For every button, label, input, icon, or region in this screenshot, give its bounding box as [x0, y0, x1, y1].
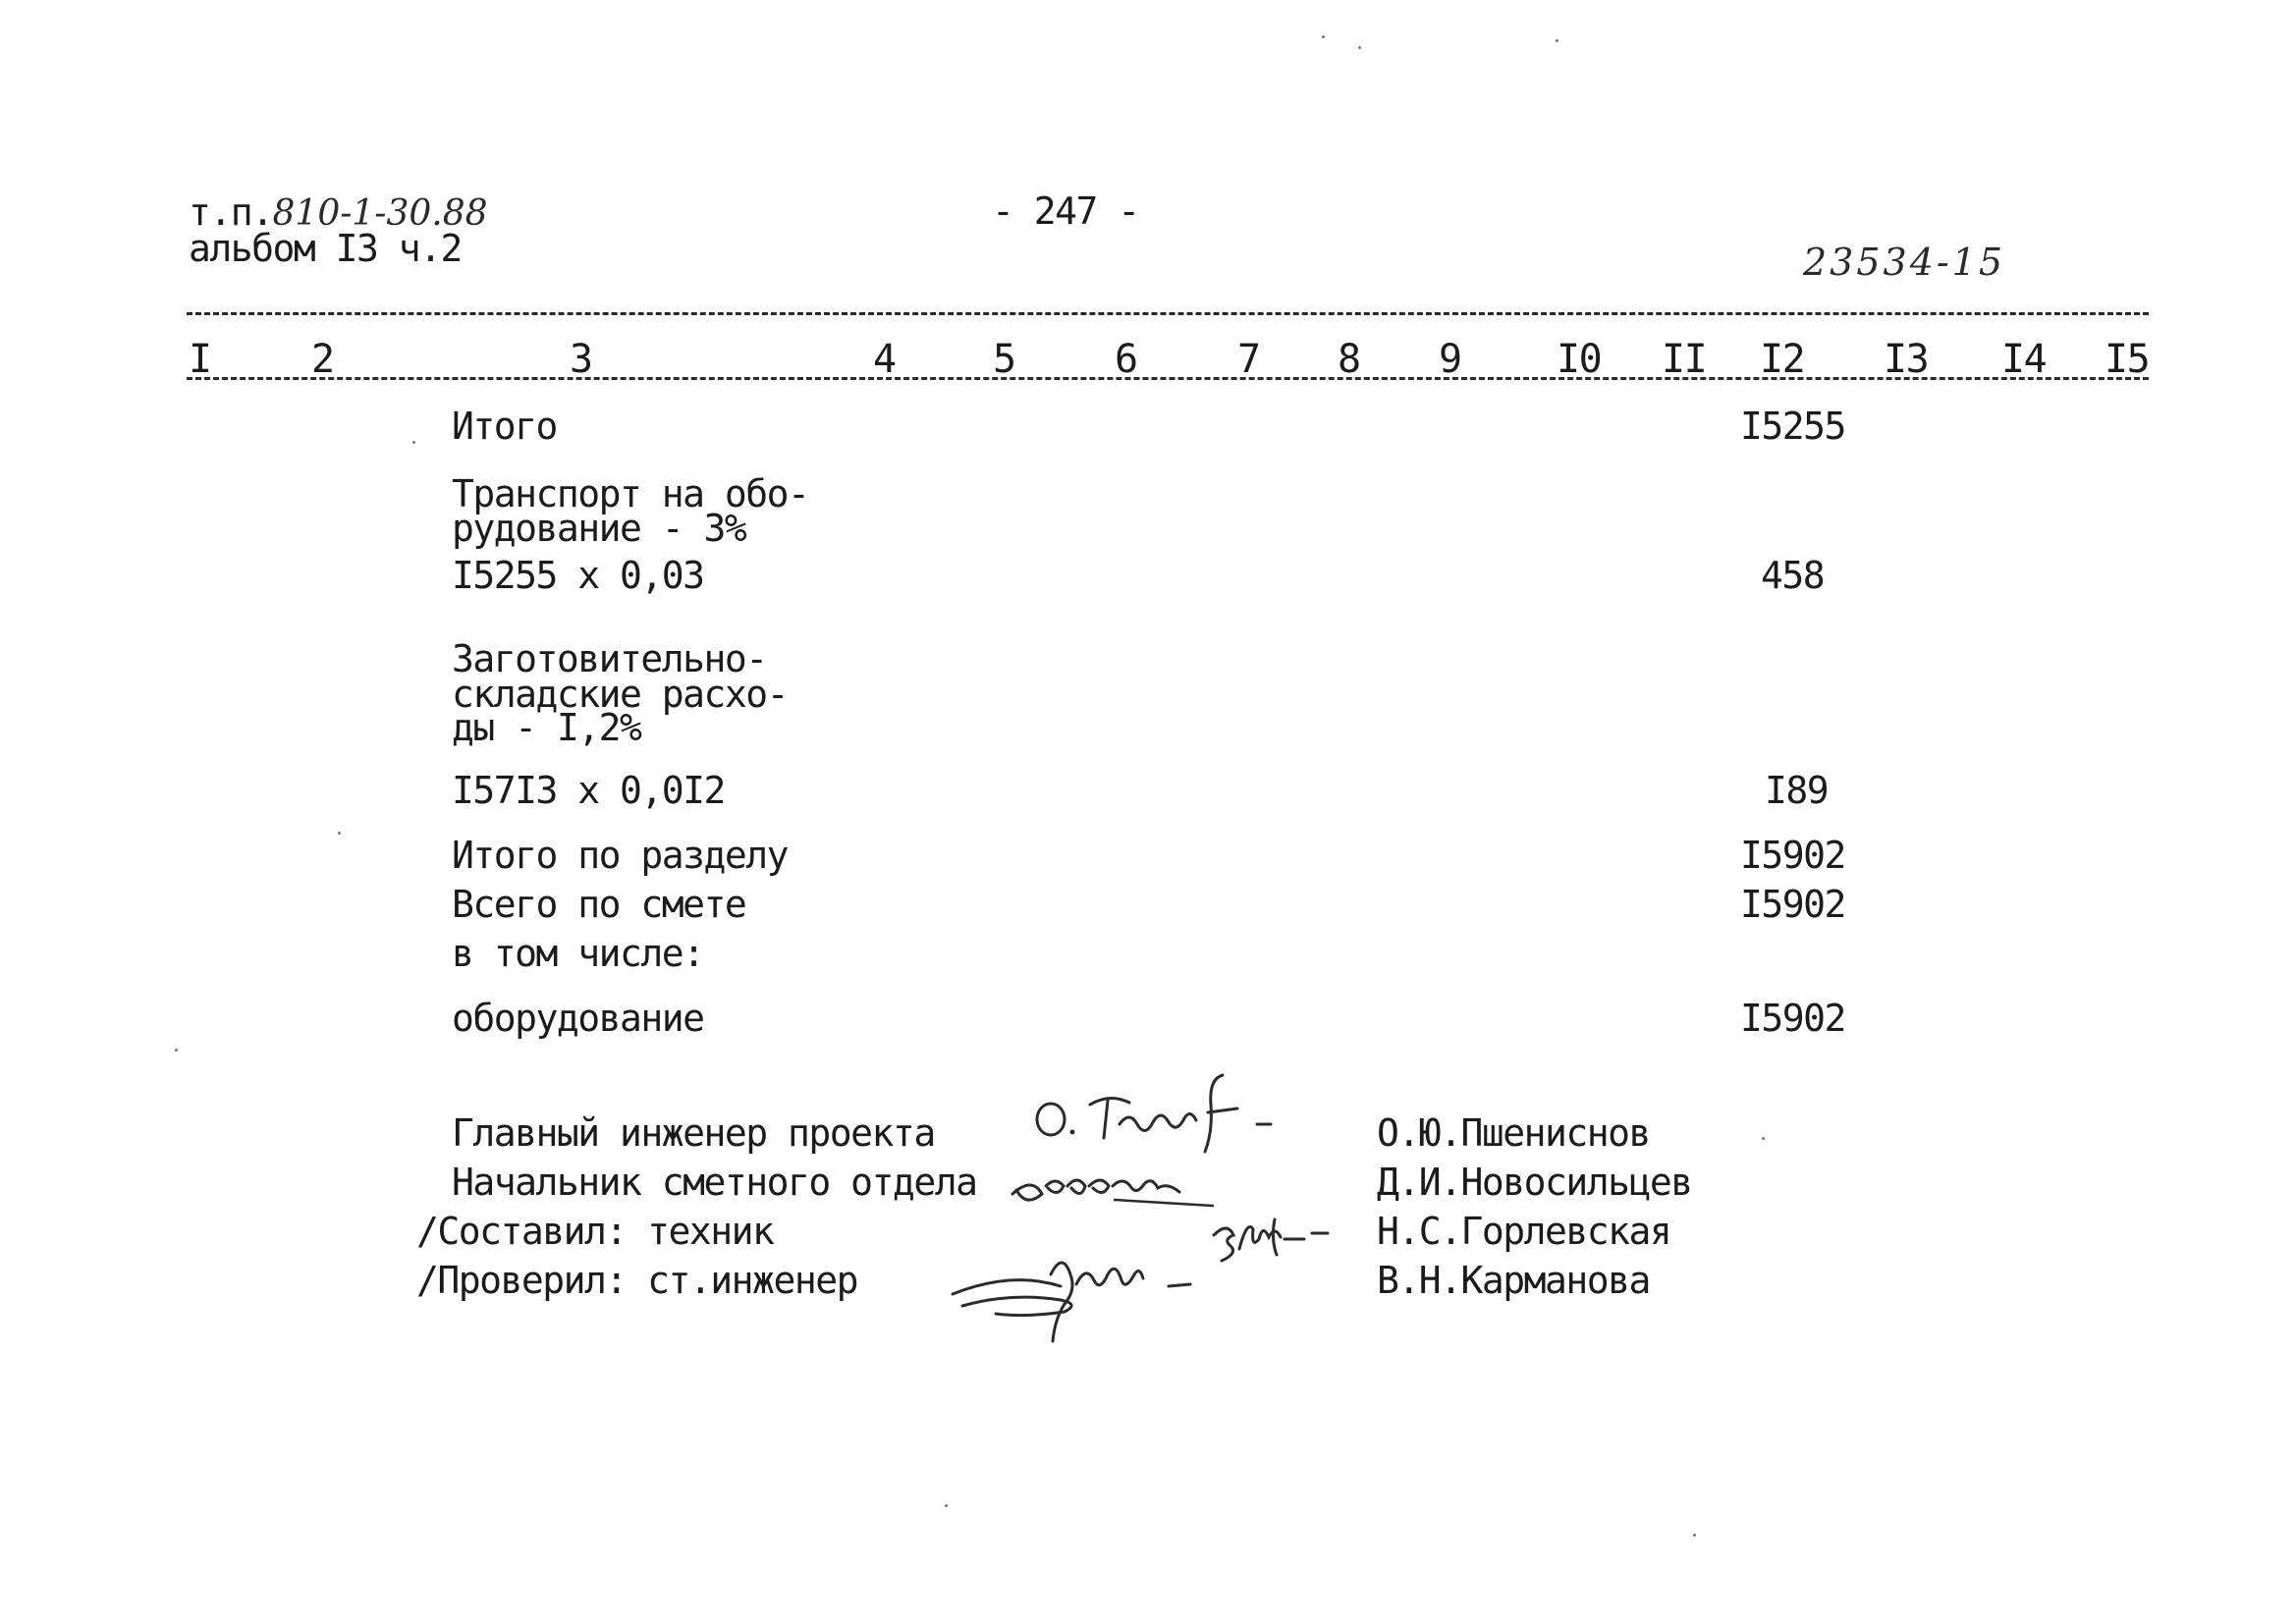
page-number: - 247 - — [992, 189, 1139, 233]
column-number: 6 — [1115, 337, 1137, 382]
signatory-name: О.Ю.Пшениснов — [1377, 1111, 1650, 1155]
column-number: I3 — [1884, 337, 1929, 382]
row-label-section-total: Итого по разделу — [452, 834, 789, 877]
project-prefix: т.п. — [189, 190, 273, 234]
row-label-estimate-total: Всего по смете — [452, 883, 746, 926]
signature-role-text: Составил: техник — [437, 1210, 774, 1253]
signature-role-text: Проверил: ст.инженер — [437, 1259, 857, 1302]
document-number: 23534-15 — [1803, 241, 2006, 284]
signature-role: /Составил: техник — [416, 1210, 774, 1253]
scan-speck — [412, 441, 415, 444]
scan-speck — [1693, 1534, 1696, 1537]
row-amount-total: I5255 — [1740, 405, 1845, 448]
album-label: альбом I3 ч.2 — [189, 227, 462, 270]
column-number: I5 — [2105, 337, 2150, 382]
column-number: 9 — [1439, 337, 1461, 382]
column-number: I — [189, 337, 211, 382]
row-amount-transport: 458 — [1761, 554, 1825, 597]
column-number: 7 — [1237, 337, 1260, 382]
signature-role: Начальник сметного отдела — [452, 1161, 977, 1204]
project-number: 810-1-30.88 — [272, 193, 488, 234]
row-label-transport-line2: рудование - 3% — [452, 507, 746, 550]
row-amount-estimate-total: I5902 — [1740, 883, 1845, 926]
row-label-procurement-line2: складские расхо- — [452, 673, 789, 716]
row-amount-equipment: I5902 — [1740, 997, 1845, 1040]
column-number: I4 — [2001, 337, 2047, 382]
signatory-name: Н.С.Горлевская — [1377, 1210, 1671, 1253]
column-number: I0 — [1557, 337, 1602, 382]
scan-speck — [1358, 46, 1361, 49]
column-number: 5 — [993, 337, 1015, 382]
scan-speck — [945, 1504, 948, 1507]
row-amount-procurement: I89 — [1765, 769, 1829, 812]
signatory-name: Д.И.Новосильцев — [1377, 1161, 1692, 1204]
column-number: 4 — [873, 337, 896, 382]
signature-role: /Проверил: ст.инженер — [416, 1259, 857, 1302]
signature-chief-engineer — [1021, 1065, 1316, 1154]
row-label-including: в том числе: — [452, 932, 704, 975]
row-label-total: Итого — [452, 405, 557, 448]
header-rule-top — [187, 312, 2149, 315]
row-label-transport-calc: I5255 х 0,03 — [452, 554, 704, 597]
scan-speck — [1322, 35, 1325, 38]
column-number: I2 — [1760, 337, 1805, 382]
signature-role: Главный инженер проекта — [452, 1111, 935, 1155]
column-number: 2 — [311, 337, 334, 382]
row-label-procurement-calc: I57I3 х 0,0I2 — [452, 769, 725, 812]
row-amount-section-total: I5902 — [1740, 834, 1845, 877]
column-number: 3 — [570, 337, 592, 382]
row-label-transport-line1: Транспорт на обо- — [452, 472, 809, 515]
row-label-equipment: оборудование — [452, 997, 704, 1040]
scan-speck — [1762, 1137, 1765, 1140]
signature-checker — [943, 1245, 1228, 1353]
signatory-name: В.Н.Карманова — [1377, 1259, 1650, 1302]
column-number: 8 — [1338, 337, 1360, 382]
row-label-procurement-line3: ды - I,2% — [452, 706, 641, 749]
row-label-procurement-line1: Заготовительно- — [452, 637, 767, 680]
header-rule-bottom — [187, 377, 2149, 380]
signature-estimate-head — [1007, 1157, 1232, 1216]
scan-speck — [1556, 39, 1558, 42]
scan-speck — [175, 1049, 178, 1052]
scan-speck — [338, 832, 341, 835]
column-number: II — [1662, 337, 1707, 382]
